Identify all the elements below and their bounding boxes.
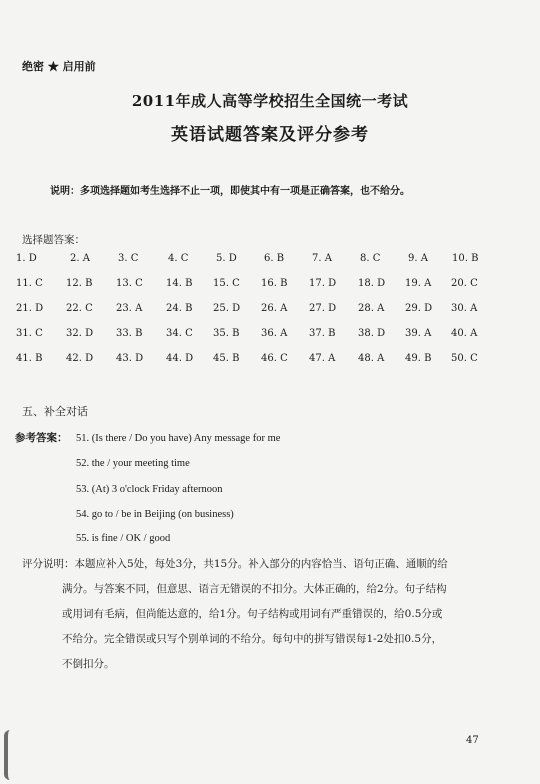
- answer-cell: 39. A: [405, 328, 432, 339]
- answer-cell: 10. B: [452, 253, 479, 264]
- answer-cell: 41. B: [16, 353, 43, 364]
- answer-cell: 40. A: [451, 328, 478, 339]
- dialogue-answer: 55. is fine / OK / good: [76, 533, 171, 544]
- answer-cell: 35. B: [213, 328, 240, 339]
- answer-row: [16, 278, 496, 303]
- answer-cell: 37. B: [309, 328, 336, 339]
- answer-cell: 8. C: [360, 253, 381, 264]
- answer-cell: 25. D: [213, 303, 241, 314]
- answer-cell: 45. B: [213, 353, 240, 364]
- reference-answers-label: 参考答案：: [15, 432, 68, 444]
- scoring-notes: [22, 552, 516, 677]
- answer-cell: 29. D: [405, 303, 433, 314]
- answer-cell: 32. D: [66, 328, 94, 339]
- answer-cell: 43. D: [116, 353, 144, 364]
- dialogue-answer: 53. (At) 3 o'clock Friday afternoon: [76, 484, 223, 495]
- answer-cell: 20. C: [451, 278, 478, 289]
- document-title: 英语试题答案及评分参考: [171, 125, 369, 145]
- answer-cell: 15. C: [213, 278, 240, 289]
- answer-row: [16, 303, 496, 328]
- scoring-line: 或用词有毛病，但尚能达意的，给1分。句子结构或用词有严重错误的，给0.5分或: [62, 608, 443, 620]
- scoring-line: 不给分。完全错误或只写个别单词的不给分。每句中的拼写错误每1-2处扣0.5分，: [62, 633, 443, 645]
- answer-cell: 11. C: [16, 278, 43, 289]
- answer-cell: 47. A: [309, 353, 336, 364]
- answer-cell: 46. C: [261, 353, 288, 364]
- answer-cell: 1. D: [16, 253, 37, 264]
- answer-cell: 9. A: [408, 253, 428, 264]
- dialogue-answer: 54. go to / be in Beijing (on business): [76, 509, 234, 520]
- answer-cell: 12. B: [66, 278, 93, 289]
- answer-cell: 18. D: [358, 278, 386, 289]
- instruction-note: 说明：多项选择题如考生选择不止一项，即使其中有一项是正确答案，也不给分。: [50, 186, 410, 197]
- answer-cell: 2. A: [70, 253, 90, 264]
- answer-cell: 23. A: [116, 303, 143, 314]
- answer-cell: 27. D: [309, 303, 337, 314]
- scoring-line: 评分说明：本题应补入5处，每处3分，共15分。补入部分的内容恰当、语句正确、通顺的给: [22, 558, 448, 570]
- answer-cell: 49. B: [405, 353, 432, 364]
- dialogue-answer: 51. (Is there / Do you have) Any message for me: [76, 433, 281, 444]
- answer-cell: 21. D: [16, 303, 44, 314]
- answer-cell: 16. B: [261, 278, 288, 289]
- answer-cell: 38. D: [358, 328, 386, 339]
- answer-cell: 24. B: [166, 303, 193, 314]
- answer-row: [16, 253, 496, 278]
- answer-cell: 4. C: [168, 253, 189, 264]
- answer-cell: 22. C: [66, 303, 93, 314]
- answer-cell: 48. A: [358, 353, 385, 364]
- section-title: 五、补全对话: [22, 405, 88, 418]
- answer-cell: 44. D: [166, 353, 194, 364]
- answer-row: [16, 353, 496, 378]
- answer-cell: 36. A: [261, 328, 288, 339]
- answer-cell: 34. C: [166, 328, 193, 339]
- mc-answers-label: 选择题答案：: [22, 234, 85, 246]
- scoring-line: 不倒扣分。: [62, 658, 115, 670]
- page-number: 47: [466, 735, 479, 746]
- answer-cell: 31. C: [16, 328, 43, 339]
- answer-cell: 14. B: [166, 278, 193, 289]
- exam-title: 2011年成人高等学校招生全国统一考试: [131, 92, 409, 110]
- answer-cell: 30. A: [451, 303, 478, 314]
- answer-cell: 28. A: [358, 303, 385, 314]
- answer-cell: 13. C: [116, 278, 143, 289]
- dialogue-answer: 52. the / your meeting time: [76, 458, 190, 469]
- answer-cell: 50. C: [451, 353, 478, 364]
- answer-cell: 19. A: [405, 278, 432, 289]
- answer-cell: 17. D: [309, 278, 337, 289]
- mc-answer-grid: [16, 253, 496, 378]
- answer-cell: 26. A: [261, 303, 288, 314]
- answer-cell: 6. B: [264, 253, 285, 264]
- answer-cell: 5. D: [216, 253, 237, 264]
- answer-cell: 33. B: [116, 328, 143, 339]
- answer-cell: 3. C: [118, 253, 139, 264]
- answer-cell: 7. A: [312, 253, 332, 264]
- answer-cell: 42. D: [66, 353, 94, 364]
- confidential-label: 绝密 ★ 启用前: [22, 60, 96, 73]
- scoring-line: 满分。与答案不同，但意思、语言无错误的不扣分。大体正确的，给2分。句子结构: [62, 583, 447, 595]
- binding-mark: [4, 730, 20, 780]
- answer-row: [16, 328, 496, 353]
